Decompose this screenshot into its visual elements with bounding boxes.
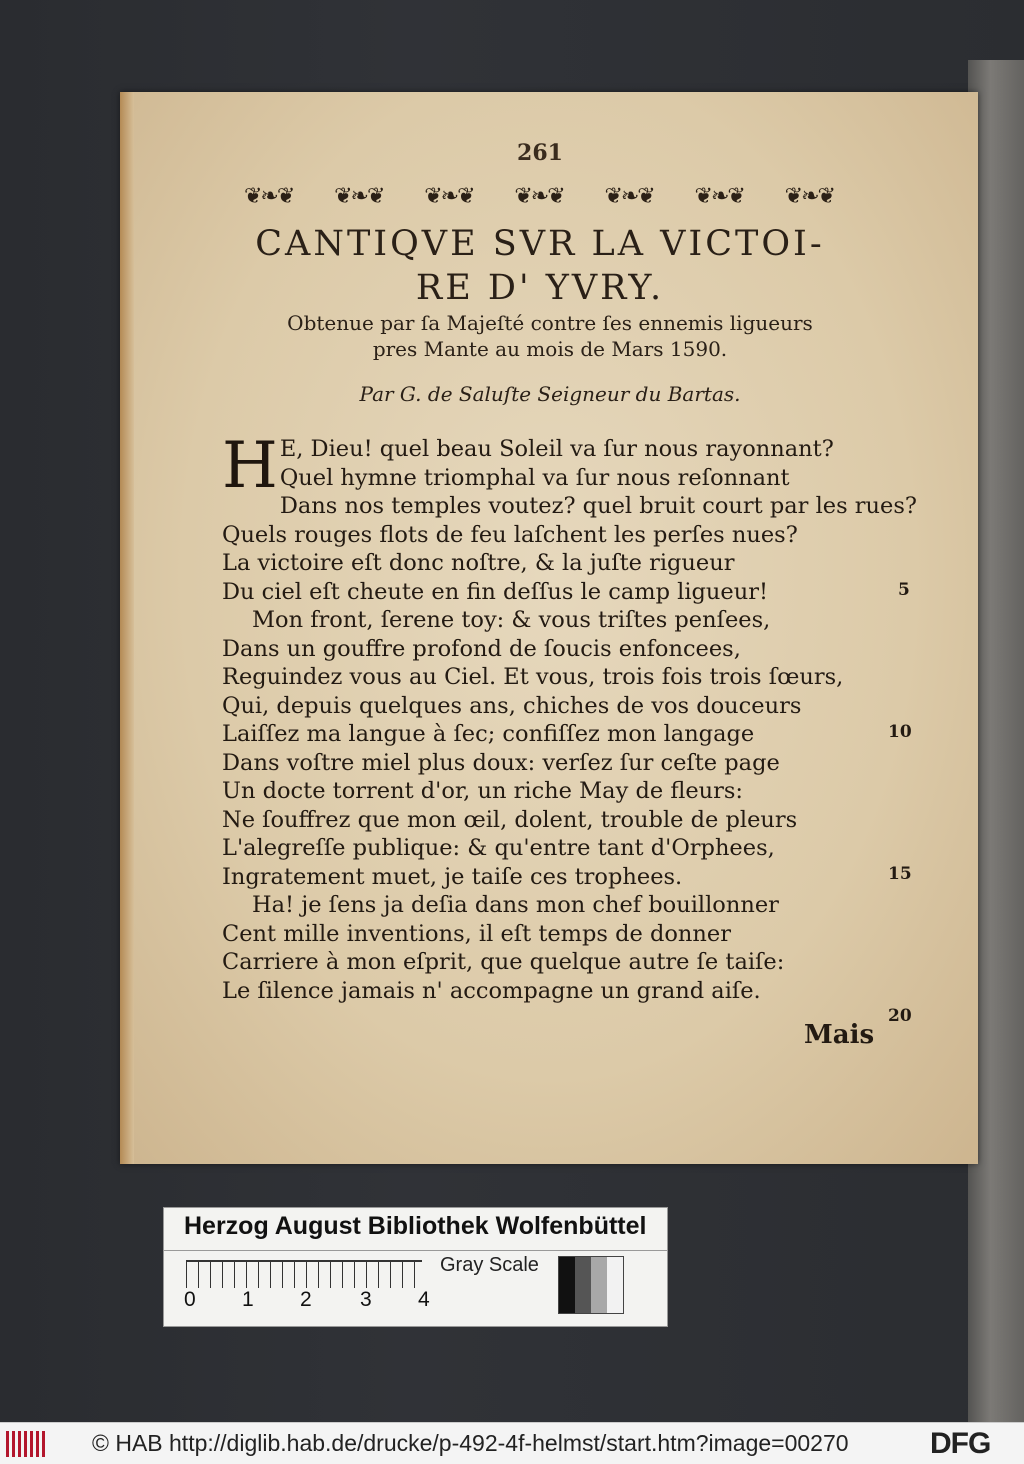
ornament-piece: ❦❧❦ xyxy=(424,183,474,209)
ruler-number: 4 xyxy=(418,1288,430,1311)
ornament-piece: ❦❧❦ xyxy=(694,183,744,209)
ornament-piece: ❦❧❦ xyxy=(334,183,384,209)
line-number: 5 xyxy=(898,580,910,600)
ruler-number: 1 xyxy=(242,1288,254,1311)
ornament-piece: ❦❧❦ xyxy=(514,183,564,209)
hab-logo-icon xyxy=(6,1431,48,1457)
ornament-band xyxy=(244,180,834,212)
poem-subtitle xyxy=(260,310,840,362)
ruler-number: 3 xyxy=(360,1288,372,1311)
ruler-number: 0 xyxy=(184,1288,196,1311)
ruler-numbers xyxy=(182,1288,442,1316)
gray-swatch xyxy=(591,1257,607,1313)
poem-line: Mon front, ſerene toy: & vous triſtes penſees, xyxy=(252,607,771,633)
gray-swatch xyxy=(575,1257,591,1313)
poem-line: Laiſſez ma langue à ſec; confiſſez mon langage xyxy=(222,721,755,747)
poem-line: Le ſilence jamais n' accompagne un grand aiſe. xyxy=(222,977,761,1004)
poem-line: E, Dieu! quel beau Soleil va ſur nous rayonnant? xyxy=(279,436,834,462)
poem-line: Carriere à mon eſprit, que quelque autre ſe taiſe: xyxy=(222,949,785,975)
poem-line: Reguindez vous au Ciel. Et vous, trois fois trois ſœurs, xyxy=(222,664,844,690)
catchword: Mais xyxy=(804,1020,875,1050)
scale-ruler xyxy=(186,1260,422,1288)
gray-scale-label: Gray Scale xyxy=(440,1254,539,1276)
poem-title xyxy=(240,222,840,310)
poem-line: La victoire eſt donc noſtre, & la juſte rigueur xyxy=(222,550,735,576)
line-number: 15 xyxy=(888,864,912,884)
drop-cap: H xyxy=(222,429,278,503)
line-number: 10 xyxy=(888,722,912,742)
author-byline: Par G. de Saluſte Seigneur du Bartas. xyxy=(359,382,741,406)
ruler-number: 2 xyxy=(300,1288,312,1311)
page-edge xyxy=(120,92,134,1164)
viewer-footer xyxy=(0,1422,1024,1464)
library-name: Herzog August Bibliothek Wolfenbüttel xyxy=(184,1212,647,1240)
poem-line: Quels rouges flots de feu laſchent les perſes nues? xyxy=(222,521,798,548)
poem-opening xyxy=(222,429,862,503)
line-number: 20 xyxy=(888,1006,912,1026)
poem-line: Un docte torrent d'or, un riche May de fleurs: xyxy=(222,778,744,804)
poem-line: Qui, depuis quelques ans, chiches de vos douceurs xyxy=(222,692,802,719)
poem-line: Dans nos temples voutez? quel bruit court par les rues? xyxy=(279,493,917,519)
poem-line: Ingratement muet, je taiſe ces trophees. xyxy=(222,863,683,890)
title-line: RE D' YVRY. xyxy=(415,268,665,308)
ornament-piece: ❦❧❦ xyxy=(244,183,294,209)
poem-line: L'alegreſſe publique: & qu'entre tant d'Orphees, xyxy=(222,835,775,861)
page-number: 261 xyxy=(517,140,563,166)
title-line: CANTIQVE SVR LA VICTOI- xyxy=(255,224,825,264)
gray-swatch xyxy=(559,1257,575,1313)
card-divider xyxy=(164,1250,667,1251)
poem-line: Dans voſtre miel plus doux: verſez ſur ceſte page xyxy=(222,749,780,776)
poem-line: Du ciel eſt cheute en fin deſſus le camp ligueur! xyxy=(222,578,769,605)
gray-swatch xyxy=(607,1257,623,1313)
ornament-piece: ❦❧❦ xyxy=(784,183,834,209)
source-link[interactable]: © HAB http://diglib.hab.de/drucke/p-492-4f-helmst/start.htm?image=00270 xyxy=(92,1430,849,1456)
ornament-piece: ❦❧❦ xyxy=(604,183,654,209)
dfg-logo: DFG xyxy=(930,1427,991,1460)
poem-line: Dans un gouffre profond de ſoucis enfoncees, xyxy=(222,635,741,662)
subtitle-line: Obtenue par ſa Majeſté contre ſes ennemis ligueurs xyxy=(287,311,813,335)
gray-scale-swatches xyxy=(558,1256,624,1314)
poem-line: Cent mille inventions, il eſt temps de donner xyxy=(222,920,731,947)
subtitle-line: pres Mante au mois de Mars 1590. xyxy=(372,337,728,361)
color-calibration-card xyxy=(163,1207,668,1327)
poem-line: Ne ſouffrez que mon œil, dolent, trouble de pleurs xyxy=(222,806,798,833)
poem-line: Ha! je ſens ja deſia dans mon chef bouillonner xyxy=(252,892,779,918)
poem-line: Quel hymne triomphal va ſur nous reſonnant xyxy=(279,464,790,491)
